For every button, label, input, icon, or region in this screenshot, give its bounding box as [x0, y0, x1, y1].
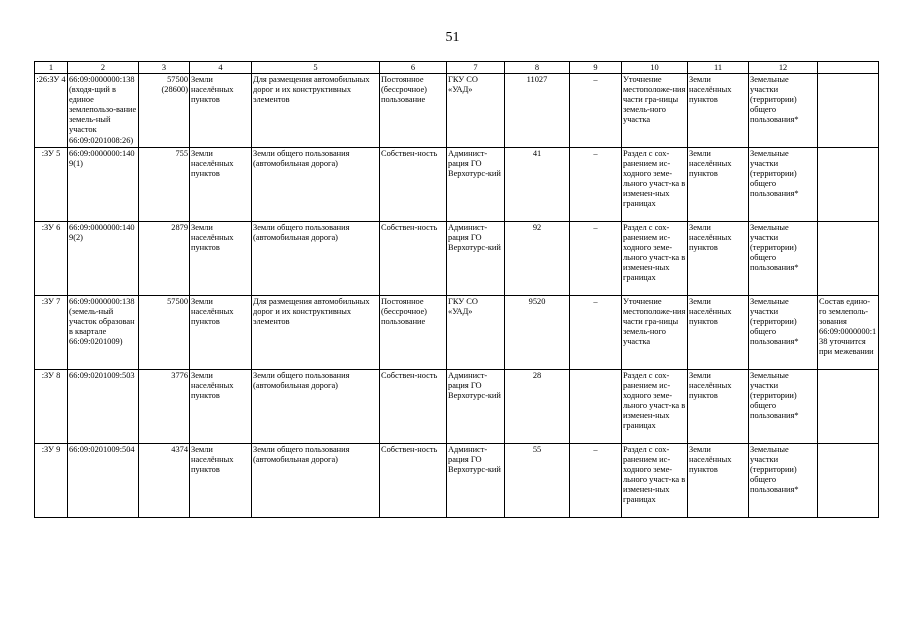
permitted-use: Для размещения автомобильных дорог и их конструктивных элементов	[252, 74, 380, 148]
plot-area: 57500	[139, 296, 190, 370]
page-number: 51	[445, 30, 460, 45]
column-8-value: 28	[505, 370, 570, 444]
new-permitted-use: Земельные участки (территории) общего пользования*	[749, 74, 818, 148]
plot-designation: :ЗУ 9	[35, 444, 68, 518]
permitted-use: Для размещения автомобильных дорог и их конструктивных элементов	[252, 296, 380, 370]
table-row	[35, 370, 879, 444]
column-header: 10	[622, 62, 688, 74]
column-8-value: 11027	[505, 74, 570, 148]
note	[818, 444, 879, 518]
new-permitted-use: Земельные участки (территории) общего пользования*	[749, 444, 818, 518]
right-type: Собствен-ность	[380, 148, 447, 222]
column-9-value: –	[570, 148, 622, 222]
plot-area: 2879	[139, 222, 190, 296]
new-land-category: Земли населённых пунктов	[688, 296, 749, 370]
land-plot-table	[34, 61, 879, 518]
land-category: Земли населённых пунктов	[190, 148, 252, 222]
new-permitted-use: Земельные участки (территории) общего пользования*	[749, 370, 818, 444]
plot-designation: :ЗУ 8	[35, 370, 68, 444]
cadastral-number: 66:09:0000000:138 (земель-ный участок образован в квартале 66:09:0201009)	[68, 296, 139, 370]
plot-area: 57500 (28600)	[139, 74, 190, 148]
right-type: Собствен-ность	[380, 444, 447, 518]
right-holder: Админист-рация ГО Верхотурс-кий	[447, 444, 505, 518]
cadastral-number: 66:09:0201009:504	[68, 444, 139, 518]
land-category: Земли населённых пунктов	[190, 74, 252, 148]
new-permitted-use: Земельные участки (территории) общего пользования*	[749, 222, 818, 296]
right-type: Постоянное (бессрочное) пользование	[380, 296, 447, 370]
cadastral-number: 66:09:0000000:1409(1)	[68, 148, 139, 222]
plot-area: 4374	[139, 444, 190, 518]
column-number-row	[35, 62, 879, 74]
plot-designation: :ЗУ 7	[35, 296, 68, 370]
right-type: Собствен-ность	[380, 370, 447, 444]
permitted-use: Земли общего пользования (автомобильная дорога)	[252, 148, 380, 222]
formation-method: Раздел с сох-ранением ис-ходного земе-льного участ-ка в изменен-ных границах	[622, 148, 688, 222]
column-header	[818, 62, 879, 74]
column-header: 5	[252, 62, 380, 74]
table-row	[35, 296, 879, 370]
plot-designation: :ЗУ 5	[35, 148, 68, 222]
formation-method: Раздел с сох-ранением ис-ходного земе-льного участ-ка в изменен-ных границах	[622, 370, 688, 444]
formation-method: Раздел с сох-ранением ис-ходного земе-льного участ-ка в изменен-ных границах	[622, 444, 688, 518]
column-8-value: 41	[505, 148, 570, 222]
permitted-use: Земли общего пользования (автомобильная дорога)	[252, 370, 380, 444]
right-holder: Админист-рация ГО Верхотурс-кий	[447, 222, 505, 296]
new-land-category: Земли населённых пунктов	[688, 222, 749, 296]
right-type: Постоянное (бессрочное) пользование	[380, 74, 447, 148]
cadastral-number: 66:09:0201009:503	[68, 370, 139, 444]
permitted-use: Земли общего пользования (автомобильная дорога)	[252, 222, 380, 296]
land-category: Земли населённых пунктов	[190, 296, 252, 370]
column-header: 4	[190, 62, 252, 74]
column-8-value: 9520	[505, 296, 570, 370]
new-land-category: Земли населённых пунктов	[688, 370, 749, 444]
note: Состав едино-го землеполь-зования 66:09:0000000:138 уточнится при межевании	[818, 296, 879, 370]
permitted-use: Земли общего пользования (автомобильная дорога)	[252, 444, 380, 518]
formation-method: Раздел с сох-ранением ис-ходного земе-льного участ-ка в изменен-ных границах	[622, 222, 688, 296]
cadastral-number: 66:09:0000000:1409(2)	[68, 222, 139, 296]
column-8-value: 55	[505, 444, 570, 518]
new-land-category: Земли населённых пунктов	[688, 74, 749, 148]
formation-method: Уточнение местоположе-ния части гра-ницы земель-ного участка	[622, 296, 688, 370]
table-row	[35, 444, 879, 518]
right-type: Собствен-ность	[380, 222, 447, 296]
formation-method: Уточнение местоположе-ния части гра-ницы земель-ного участка	[622, 74, 688, 148]
right-holder: ГКУ СО «УАД»	[447, 74, 505, 148]
column-9-value: –	[570, 444, 622, 518]
plot-designation: :26:ЗУ 4	[35, 74, 68, 148]
column-8-value: 92	[505, 222, 570, 296]
land-category: Земли населённых пунктов	[190, 222, 252, 296]
note	[818, 222, 879, 296]
note	[818, 74, 879, 148]
column-header: 9	[570, 62, 622, 74]
new-land-category: Земли населённых пунктов	[688, 444, 749, 518]
column-header: 11	[688, 62, 749, 74]
new-permitted-use: Земельные участки (территории) общего пользования*	[749, 148, 818, 222]
note	[818, 148, 879, 222]
note	[818, 370, 879, 444]
table-row	[35, 222, 879, 296]
column-header: 6	[380, 62, 447, 74]
right-holder: ГКУ СО «УАД»	[447, 296, 505, 370]
plot-designation: :ЗУ 6	[35, 222, 68, 296]
column-9-value: –	[570, 222, 622, 296]
column-header: 3	[139, 62, 190, 74]
right-holder: Админист-рация ГО Верхотурс-кий	[447, 370, 505, 444]
new-land-category: Земли населённых пунктов	[688, 148, 749, 222]
column-9-value: –	[570, 74, 622, 148]
plot-area: 755	[139, 148, 190, 222]
cadastral-number: 66:09:0000000:138 (входя-щий в единое землепользо-вание земель-ный участок 66:09:0201008:26)	[68, 74, 139, 148]
land-category: Земли населённых пунктов	[190, 370, 252, 444]
column-9-value	[570, 370, 622, 444]
plot-area: 3776	[139, 370, 190, 444]
table-row	[35, 148, 879, 222]
right-holder: Админист-рация ГО Верхотурс-кий	[447, 148, 505, 222]
column-9-value: –	[570, 296, 622, 370]
new-permitted-use: Земельные участки (территории) общего пользования*	[749, 296, 818, 370]
column-header: 2	[68, 62, 139, 74]
column-header: 8	[505, 62, 570, 74]
column-header: 7	[447, 62, 505, 74]
column-header: 12	[749, 62, 818, 74]
land-category: Земли населённых пунктов	[190, 444, 252, 518]
table-row	[35, 74, 879, 148]
column-header: 1	[35, 62, 68, 74]
